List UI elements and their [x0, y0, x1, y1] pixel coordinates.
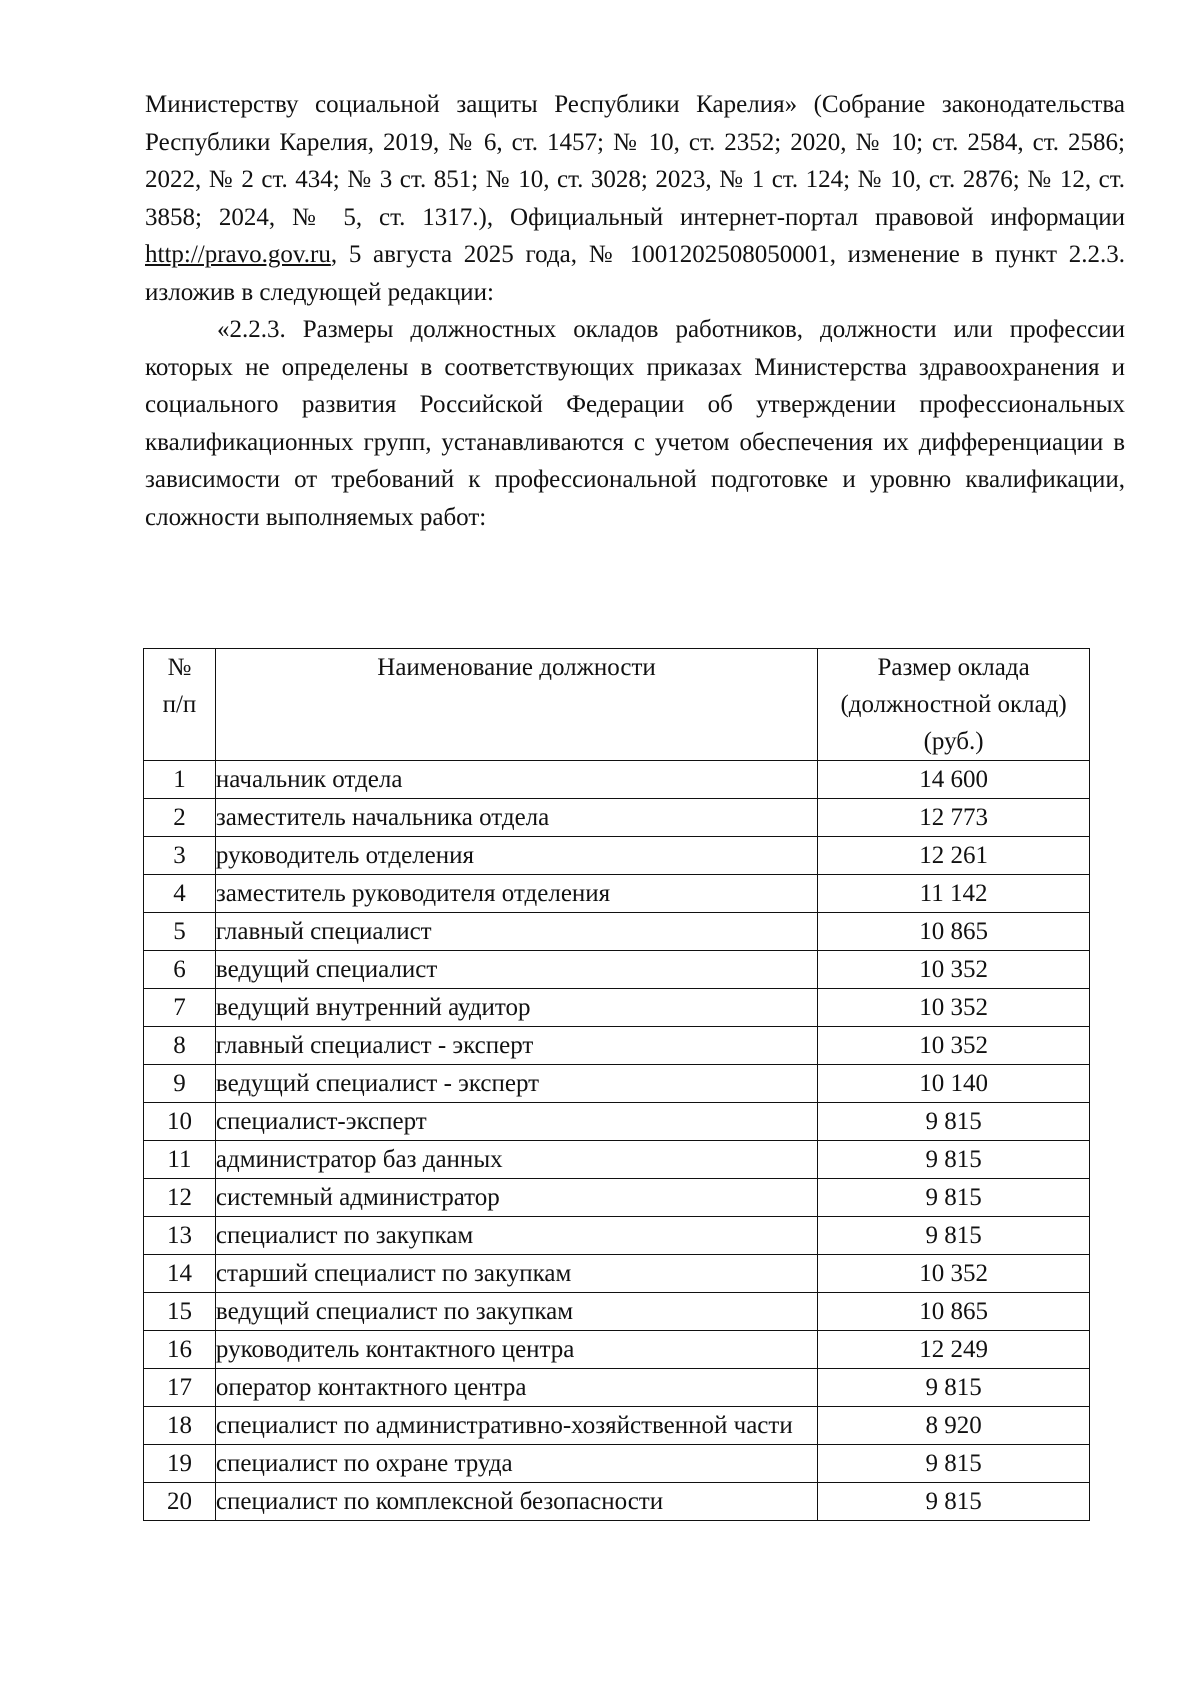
row-number: 4 [144, 875, 216, 913]
table-row [144, 1141, 1090, 1179]
position-name: специалист-эксперт [215, 1103, 817, 1141]
table-row [144, 1217, 1090, 1255]
table-row [144, 875, 1090, 913]
document-body [145, 86, 1125, 536]
row-number: 15 [144, 1293, 216, 1331]
intro-paragraph [145, 86, 1125, 311]
intro-text-start: Министерству социальной защиты Республики Карелия» (Собрание законодательства Республики Карелия, 2019, № 6, ст. 1457; № 10, ст. 2352; 2020, № 10; ст. 2584, ст. 2586; 2022, № 2 ст. 434; № 3 ст. 851; № 10, ст. 3028; 2023, № 1 ст. 124; № 10, ст. 2876; № 12, ст. 3858; 2024, № 5, ст. 1317.), Официальный интернет-портал правовой информации [145, 91, 1125, 231]
salary-value: 9 815 [818, 1217, 1090, 1255]
row-number: 14 [144, 1255, 216, 1293]
row-number: 1 [144, 761, 216, 799]
table-row [144, 951, 1090, 989]
row-number: 12 [144, 1179, 216, 1217]
row-number: 3 [144, 837, 216, 875]
row-number: 5 [144, 913, 216, 951]
salary-value: 10 352 [818, 1027, 1090, 1065]
table-header-row [144, 649, 1090, 761]
intro-text-end: , 5 августа 2025 года, № 1001202508050001, изменение в пункт 2.2.3. изложив в следующей редакции: [145, 241, 1125, 306]
salary-value: 10 352 [818, 989, 1090, 1027]
header-number: № п/п [144, 649, 216, 761]
position-name: руководитель контактного центра [215, 1331, 817, 1369]
table-row [144, 1445, 1090, 1483]
salary-value: 9 815 [818, 1445, 1090, 1483]
row-number: 11 [144, 1141, 216, 1179]
table-row [144, 1255, 1090, 1293]
salary-value: 9 815 [818, 1141, 1090, 1179]
table-row [144, 1179, 1090, 1217]
position-name: главный специалист - эксперт [215, 1027, 817, 1065]
salary-value: 11 142 [818, 875, 1090, 913]
salary-value: 10 352 [818, 1255, 1090, 1293]
position-name: специалист по закупкам [215, 1217, 817, 1255]
salary-value: 9 815 [818, 1369, 1090, 1407]
row-number: 16 [144, 1331, 216, 1369]
position-name: ведущий специалист - эксперт [215, 1065, 817, 1103]
table-row [144, 837, 1090, 875]
position-name: специалист по административно-хозяйственной части [215, 1407, 817, 1445]
salary-value: 10 140 [818, 1065, 1090, 1103]
position-name: специалист по охране труда [215, 1445, 817, 1483]
salary-value: 14 600 [818, 761, 1090, 799]
table-row [144, 1369, 1090, 1407]
table-row [144, 913, 1090, 951]
position-name: заместитель начальника отдела [215, 799, 817, 837]
position-name: оператор контактного центра [215, 1369, 817, 1407]
position-name: ведущий специалист по закупкам [215, 1293, 817, 1331]
salary-value: 12 249 [818, 1331, 1090, 1369]
row-number: 10 [144, 1103, 216, 1141]
salary-value: 12 773 [818, 799, 1090, 837]
salary-value: 10 865 [818, 1293, 1090, 1331]
header-salary: Размер оклада (должностной оклад) (руб.) [818, 649, 1090, 761]
row-number: 20 [144, 1483, 216, 1521]
position-name: специалист по комплексной безопасности [215, 1483, 817, 1521]
position-name: начальник отдела [215, 761, 817, 799]
position-name: ведущий специалист [215, 951, 817, 989]
row-number: 17 [144, 1369, 216, 1407]
table-row [144, 1331, 1090, 1369]
salary-value: 10 865 [818, 913, 1090, 951]
table-row [144, 1483, 1090, 1521]
row-number: 8 [144, 1027, 216, 1065]
table-row [144, 1407, 1090, 1445]
salary-table [143, 648, 1090, 1521]
salary-value: 10 352 [818, 951, 1090, 989]
salary-value: 12 261 [818, 837, 1090, 875]
position-name: руководитель отделения [215, 837, 817, 875]
position-name: заместитель руководителя отделения [215, 875, 817, 913]
row-number: 19 [144, 1445, 216, 1483]
table-row [144, 761, 1090, 799]
row-number: 2 [144, 799, 216, 837]
table-row [144, 1103, 1090, 1141]
salary-value: 9 815 [818, 1103, 1090, 1141]
row-number: 9 [144, 1065, 216, 1103]
table-row [144, 799, 1090, 837]
position-name: старший специалист по закупкам [215, 1255, 817, 1293]
table-row [144, 1293, 1090, 1331]
row-number: 7 [144, 989, 216, 1027]
row-number: 18 [144, 1407, 216, 1445]
header-position-name: Наименование должности [215, 649, 817, 761]
position-name: ведущий внутренний аудитор [215, 989, 817, 1027]
table-row [144, 989, 1090, 1027]
salary-value: 8 920 [818, 1407, 1090, 1445]
clause-paragraph: «2.2.3. Размеры должностных окладов работников, должности или профессии которых не определены в соответствующих приказах Министерства здравоохранения и социального развития Российской Федерации об утверждении профессиональных квалификационных групп, устанавливаются с учетом обеспечения их дифференциации в зависимости от требований к профессиональной подготовке и уровню квалификации, сложности выполняемых работ: [145, 316, 1125, 531]
salary-value: 9 815 [818, 1179, 1090, 1217]
row-number: 6 [144, 951, 216, 989]
row-number: 13 [144, 1217, 216, 1255]
position-name: администратор баз данных [215, 1141, 817, 1179]
pravo-gov-link[interactable]: http://pravo.gov.ru [145, 241, 331, 268]
position-name: системный администратор [215, 1179, 817, 1217]
table-row [144, 1027, 1090, 1065]
position-name: главный специалист [215, 913, 817, 951]
table-row [144, 1065, 1090, 1103]
salary-value: 9 815 [818, 1483, 1090, 1521]
